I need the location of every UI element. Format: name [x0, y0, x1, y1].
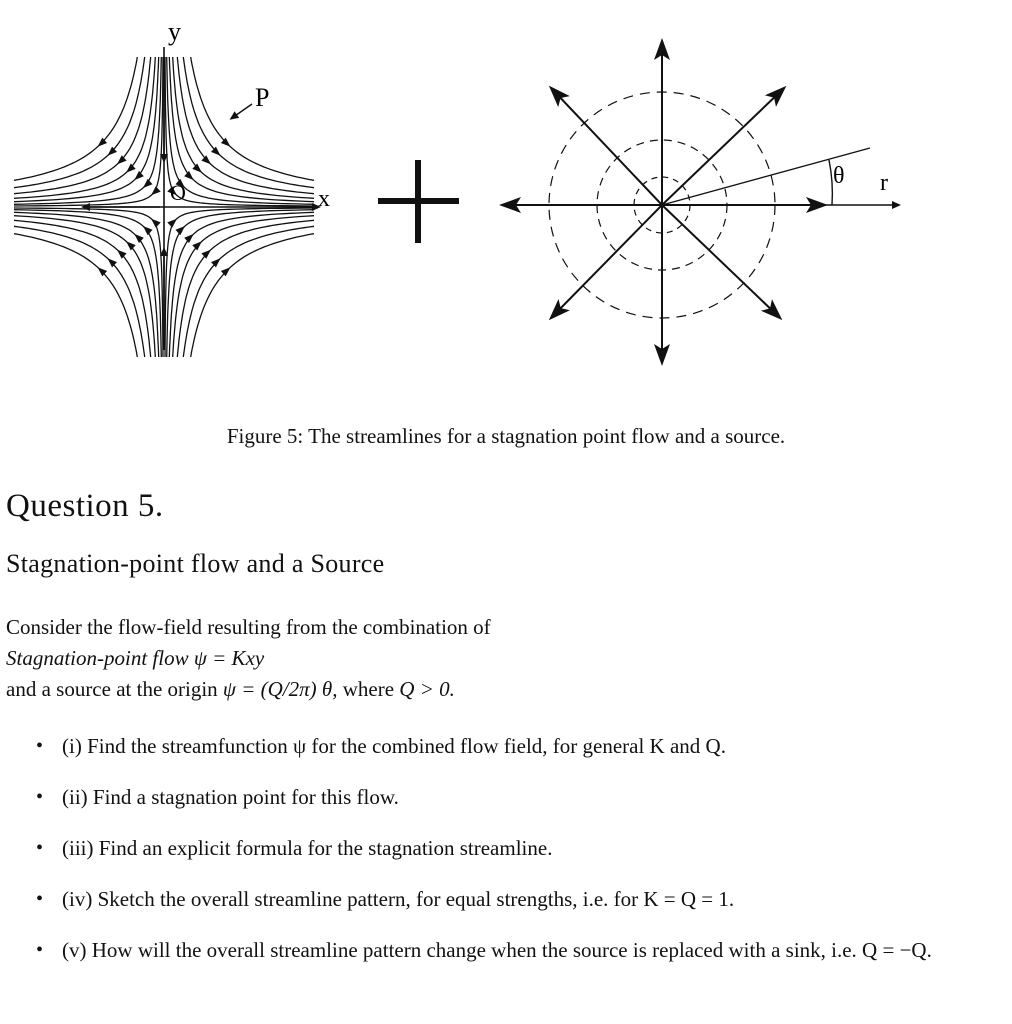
streamline-arrow [192, 164, 202, 173]
origin-label: O [170, 180, 186, 205]
streamline-arrow [151, 186, 161, 195]
source-text: and a source at the origin [6, 677, 218, 701]
source-formula: ψ = (Q/2π) θ, [222, 677, 338, 701]
streamline [14, 212, 159, 357]
bullet-icon: • [36, 939, 44, 961]
bullet-icon: • [36, 837, 44, 859]
streamline [169, 57, 314, 202]
streamline-arrow [192, 241, 202, 250]
streamline-arrow [184, 234, 194, 243]
stagnation-flow-diagram [14, 47, 318, 357]
streamline [177, 57, 314, 194]
streamline [14, 210, 161, 357]
intro-line-3 [6, 674, 491, 705]
ray-upper-left [553, 90, 662, 205]
streamline-arrow [201, 155, 211, 164]
intro-line-1: Consider the flow-field resulting from the combination of [6, 615, 491, 639]
intro-line-2 [6, 643, 491, 674]
streamline-arrow [167, 219, 177, 228]
list-item: • (ii) Find a stagnation point for this flow. [34, 781, 994, 813]
list-item: • (iii) Find an explicit formula for the stagnation streamline. [34, 832, 994, 864]
p-pointer [232, 104, 252, 118]
question-items [34, 730, 994, 985]
theta-arc [829, 160, 832, 205]
r-label: r [880, 170, 888, 196]
stagnation-flow-formula: ψ = Kxy [193, 646, 265, 670]
question-subtitle: Stagnation-point flow and a Source [6, 549, 385, 578]
streamline [173, 216, 314, 357]
streamline-arrow [134, 234, 144, 243]
streamline [14, 57, 145, 188]
ray-lower-left [553, 205, 662, 316]
list-item: • (iv) Sketch the overall streamline pattern, for equal strengths, i.e. for K = Q = 1. [34, 883, 994, 915]
streamline-arrow [143, 179, 153, 188]
x-axis-label: x [318, 186, 330, 212]
where-text: where [342, 677, 395, 701]
streamline-arrow [151, 219, 161, 228]
plus-sign [378, 160, 459, 243]
streamline [177, 220, 314, 357]
streamline-arrow [184, 171, 194, 180]
streamline [14, 220, 151, 357]
question-intro [6, 612, 491, 705]
streamline-arrow [201, 250, 211, 259]
streamline-arrow [143, 226, 153, 235]
streamline [14, 57, 151, 194]
streamline [14, 57, 161, 204]
streamline [14, 216, 155, 357]
streamline [167, 57, 314, 204]
stagnation-flow-term: Stagnation-point flow [6, 646, 189, 670]
point-p-label: P [255, 83, 270, 112]
ray-upper-right [662, 90, 782, 205]
streamline-arrow [134, 171, 144, 180]
streamline [173, 57, 314, 198]
y-axis-label: y [168, 17, 181, 46]
bullet-icon: • [36, 888, 44, 910]
streamline-arrow [126, 164, 136, 173]
list-item: • (i) Find the streamfunction ψ for the combined flow field, for general K and Q. [34, 730, 994, 762]
bullet-icon: • [36, 735, 44, 757]
streamline-arrow [117, 250, 127, 259]
streamline [183, 57, 314, 188]
source-condition: Q > 0. [399, 677, 455, 701]
figure-5 [0, 0, 1012, 380]
streamline-arrow [117, 155, 127, 164]
list-item: • (v) How will the overall streamline pattern change when the source is replaced with a sink, i.e. Q = −Q. [34, 934, 994, 966]
streamline-arrow [176, 226, 186, 235]
streamline-arrow [126, 241, 136, 250]
streamline [14, 57, 159, 202]
question-title: Question 5. [6, 488, 164, 524]
streamline [14, 57, 155, 198]
streamline [183, 226, 314, 357]
theta-label: θ [833, 163, 845, 189]
streamline [167, 210, 314, 357]
source-flow-diagram [505, 44, 898, 360]
streamline [14, 226, 145, 357]
streamline [169, 212, 314, 357]
figure-caption: Figure 5: The streamlines for a stagnation point flow and a source. [226, 424, 786, 448]
bullet-icon: • [36, 786, 44, 808]
